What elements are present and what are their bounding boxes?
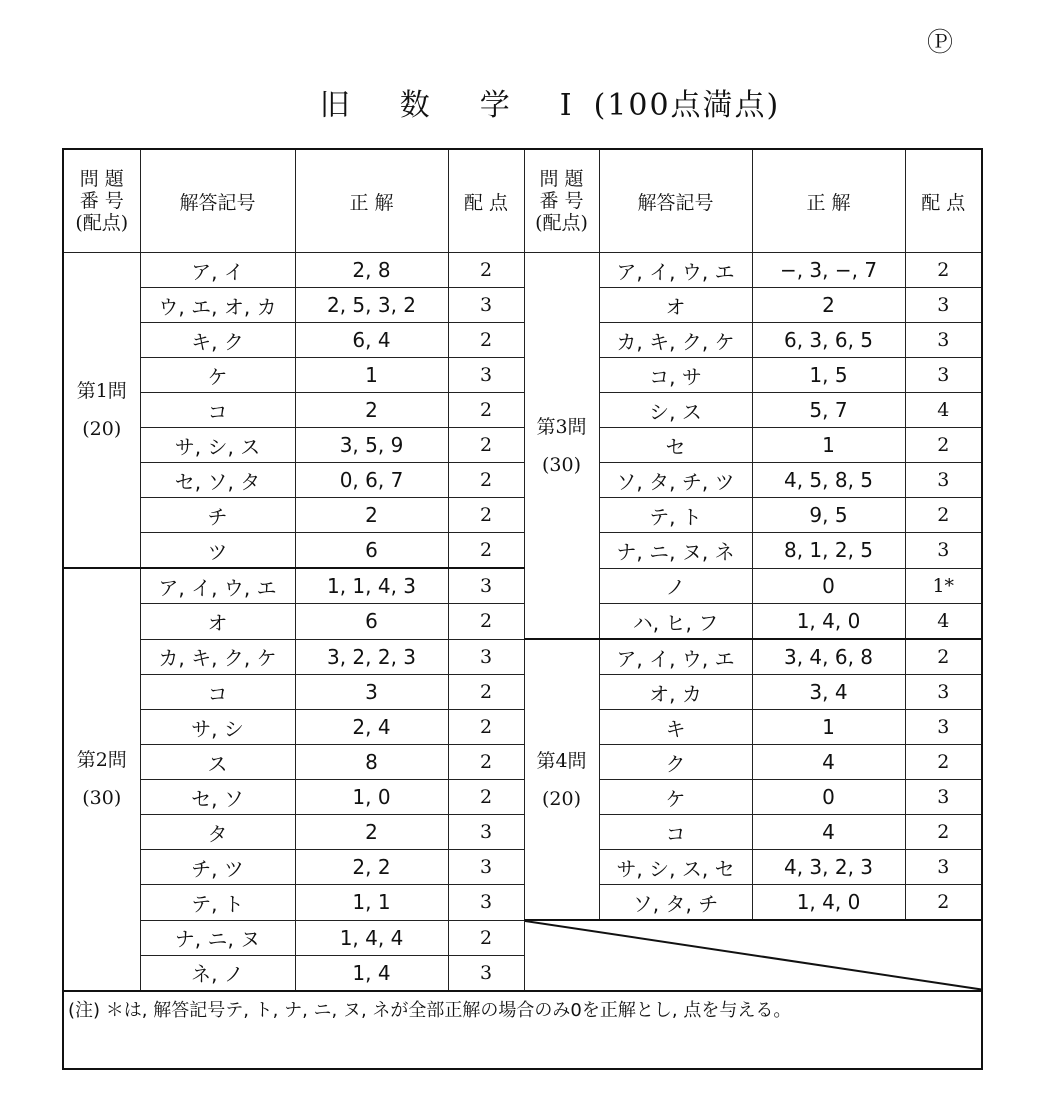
correct-answer: 2	[295, 393, 448, 428]
score: 3	[905, 463, 982, 498]
table-row	[63, 675, 982, 710]
correct-answer: 1, 5	[752, 358, 905, 393]
title-char: 数	[399, 88, 432, 123]
answer-symbol: コ, サ	[599, 358, 752, 393]
correct-answer: 1	[295, 358, 448, 393]
correct-answer: 1, 4, 0	[752, 604, 905, 640]
correct-answer: 1, 4, 0	[752, 885, 905, 921]
correct-answer: 2	[752, 288, 905, 323]
correct-answer: 3	[295, 675, 448, 710]
correct-answer: 4, 3, 2, 3	[752, 850, 905, 885]
answer-symbol: ナ, ニ, ヌ	[140, 920, 295, 955]
answer-symbol: ス	[140, 745, 295, 780]
correct-answer: 3, 2, 2, 3	[295, 639, 448, 675]
answer-symbol: サ, シ	[140, 710, 295, 745]
score: 3	[905, 288, 982, 323]
score: 3	[448, 639, 524, 675]
correct-answer: 1, 0	[295, 780, 448, 815]
score: 3	[905, 710, 982, 745]
correct-answer: 1	[752, 710, 905, 745]
score: 2	[448, 393, 524, 428]
answer-symbol: オ	[599, 288, 752, 323]
answer-symbol: カ, キ, ク, ケ	[140, 639, 295, 675]
correct-answer: 1	[752, 428, 905, 463]
table-row	[63, 604, 982, 640]
question-group	[524, 639, 599, 920]
answer-symbol: ソ, タ, チ	[599, 885, 752, 921]
table-row	[63, 253, 982, 288]
correct-answer: 4	[752, 745, 905, 780]
answer-symbol: タ	[140, 815, 295, 850]
answer-symbol: コ	[599, 815, 752, 850]
answer-symbol: サ, シ, ス, セ	[599, 850, 752, 885]
correct-answer: 2	[295, 498, 448, 533]
correct-answer: 6	[295, 533, 448, 569]
score: 2	[448, 323, 524, 358]
score: 2	[448, 498, 524, 533]
question-points: (20)	[82, 418, 122, 440]
table-row	[63, 639, 982, 675]
answer-symbol: ク	[599, 745, 752, 780]
score: 2	[448, 675, 524, 710]
correct-answer: 6, 3, 6, 5	[752, 323, 905, 358]
correct-answer: 5, 7	[752, 393, 905, 428]
correct-answer: 1, 1	[295, 885, 448, 921]
question-points: (30)	[541, 453, 581, 476]
answer-symbol: キ	[599, 710, 752, 745]
correct-answer: 2, 2	[295, 850, 448, 885]
answer-symbol: ア, イ	[140, 253, 295, 288]
answer-symbol: テ, ト	[140, 885, 295, 921]
table-row	[63, 498, 982, 533]
table-row	[63, 288, 982, 323]
score: 2	[905, 885, 982, 921]
score: 2	[448, 745, 524, 780]
answer-symbol: ケ	[140, 358, 295, 393]
correct-answer: 3, 4	[752, 675, 905, 710]
score: 2	[448, 920, 524, 955]
score: 4	[905, 604, 982, 640]
answer-symbol: コ	[140, 393, 295, 428]
correct-answer: 4	[752, 815, 905, 850]
table-row	[63, 323, 982, 358]
note-row	[63, 991, 982, 1069]
score: 4	[905, 393, 982, 428]
question-points: (30)	[82, 787, 122, 810]
score: 2	[448, 533, 524, 569]
score: 3	[448, 885, 524, 921]
answer-symbol: キ, ク	[140, 323, 295, 358]
answer-symbol: カ, キ, ク, ケ	[599, 323, 752, 358]
table-row	[63, 533, 982, 569]
question-group	[63, 568, 140, 991]
header-question-number	[524, 149, 599, 253]
header-question-number	[63, 149, 140, 253]
correct-answer: 9, 5	[752, 498, 905, 533]
table-row	[63, 463, 982, 498]
score: 2	[448, 604, 524, 640]
answer-symbol: ケ	[599, 780, 752, 815]
score: 2	[905, 815, 982, 850]
correct-answer: −, 3, −, 7	[752, 253, 905, 288]
page-title	[0, 80, 1041, 124]
header-q-line: 問 題	[79, 168, 124, 190]
correct-answer: 3, 4, 6, 8	[752, 639, 905, 675]
score: 2	[905, 428, 982, 463]
header-q-line: 番 号	[539, 190, 584, 212]
table-row	[63, 393, 982, 428]
score: 2	[448, 463, 524, 498]
correct-answer: 4, 5, 8, 5	[752, 463, 905, 498]
score: 2	[448, 428, 524, 463]
answer-symbol: ア, イ, ウ, エ	[599, 639, 752, 675]
table-row	[63, 815, 982, 850]
header-score: 配 点	[448, 149, 524, 253]
answer-symbol: ア, イ, ウ, エ	[140, 568, 295, 604]
header-symbol: 解答記号	[599, 149, 752, 253]
score: 1*	[905, 568, 982, 604]
score: 2	[905, 498, 982, 533]
score: 2	[448, 710, 524, 745]
table-row	[63, 920, 982, 955]
header-q-line: (配点)	[75, 212, 129, 234]
correct-answer: 6	[295, 604, 448, 640]
score: 3	[448, 955, 524, 991]
table-row	[63, 780, 982, 815]
score: 3	[905, 675, 982, 710]
question-name: 第4問	[536, 749, 587, 772]
score: 2	[905, 639, 982, 675]
score: 2	[448, 253, 524, 288]
correct-answer: 2, 4	[295, 710, 448, 745]
table-row	[63, 885, 982, 921]
answer-symbol: ナ, ニ, ヌ, ネ	[599, 533, 752, 569]
question-group	[524, 253, 599, 640]
answer-symbol: サ, シ, ス	[140, 428, 295, 463]
score: 3	[905, 533, 982, 569]
score: 3	[448, 288, 524, 323]
score: 2	[905, 745, 982, 780]
answer-symbol: コ	[140, 675, 295, 710]
header-row	[63, 149, 982, 253]
score: 3	[905, 850, 982, 885]
table-row	[63, 850, 982, 885]
answer-symbol: ネ, ノ	[140, 955, 295, 991]
correct-answer: 8	[295, 745, 448, 780]
table-row	[63, 568, 982, 604]
header-q-line: 番 号	[79, 190, 124, 212]
correct-answer: 0	[752, 780, 905, 815]
table-row	[63, 428, 982, 463]
score: 3	[448, 815, 524, 850]
score: 3	[448, 850, 524, 885]
correct-answer: 0	[752, 568, 905, 604]
title-char: I	[559, 88, 574, 123]
correct-answer: 1, 1, 4, 3	[295, 568, 448, 604]
score: 3	[448, 358, 524, 393]
answer-symbol: チ	[140, 498, 295, 533]
question-group	[63, 253, 140, 569]
score: 2	[905, 253, 982, 288]
note: (注) ＊は, 解答記号テ, ト, ナ, ニ, ヌ, ネが全部正解の場合のみ0を正解とし, 点を与える。	[63, 991, 982, 1069]
table-row	[63, 710, 982, 745]
title-points: (100点満点)	[593, 88, 781, 123]
correct-answer: 2, 8	[295, 253, 448, 288]
answer-table	[62, 148, 983, 1070]
answer-symbol: ウ, エ, オ, カ	[140, 288, 295, 323]
table-row	[63, 358, 982, 393]
blank-diagonal-cell	[524, 920, 982, 991]
question-name: 第2問	[76, 749, 127, 772]
header-symbol: 解答記号	[140, 149, 295, 253]
header-score: 配 点	[905, 149, 982, 253]
header-q-line: 問 題	[539, 168, 584, 190]
answer-symbol: ノ	[599, 568, 752, 604]
header-q-line: (配点)	[535, 212, 588, 234]
answer-symbol: セ	[599, 428, 752, 463]
correct-answer: 2	[295, 815, 448, 850]
correct-answer: 8, 1, 2, 5	[752, 533, 905, 569]
table-row	[63, 745, 982, 780]
diagonal-line	[525, 921, 982, 990]
correct-answer: 2, 5, 3, 2	[295, 288, 448, 323]
question-name: 第1問	[76, 380, 127, 402]
question-points: (20)	[541, 787, 581, 810]
score: 3	[905, 780, 982, 815]
answer-symbol: オ	[140, 604, 295, 640]
answer-symbol: テ, ト	[599, 498, 752, 533]
answer-symbol: セ, ソ	[140, 780, 295, 815]
correct-answer: 1, 4	[295, 955, 448, 991]
score: 3	[905, 323, 982, 358]
title-char: 旧	[319, 88, 352, 123]
answer-symbol: チ, ツ	[140, 850, 295, 885]
question-name: 第3問	[536, 415, 587, 438]
score: 3	[905, 358, 982, 393]
header-answer: 正 解	[295, 149, 448, 253]
header-answer: 正 解	[752, 149, 905, 253]
answer-symbol: オ, カ	[599, 675, 752, 710]
answer-symbol: ソ, タ, チ, ツ	[599, 463, 752, 498]
correct-answer: 1, 4, 4	[295, 920, 448, 955]
correct-answer: 0, 6, 7	[295, 463, 448, 498]
title-char: 学	[479, 88, 512, 123]
answer-symbol: ツ	[140, 533, 295, 569]
score: 3	[448, 568, 524, 604]
answer-symbol: ア, イ, ウ, エ	[599, 253, 752, 288]
correct-answer: 3, 5, 9	[295, 428, 448, 463]
p-mark: Ⓟ	[927, 28, 954, 58]
answer-symbol: ハ, ヒ, フ	[599, 604, 752, 640]
correct-answer: 6, 4	[295, 323, 448, 358]
score: 2	[448, 780, 524, 815]
answer-symbol: セ, ソ, タ	[140, 463, 295, 498]
answer-symbol: シ, ス	[599, 393, 752, 428]
